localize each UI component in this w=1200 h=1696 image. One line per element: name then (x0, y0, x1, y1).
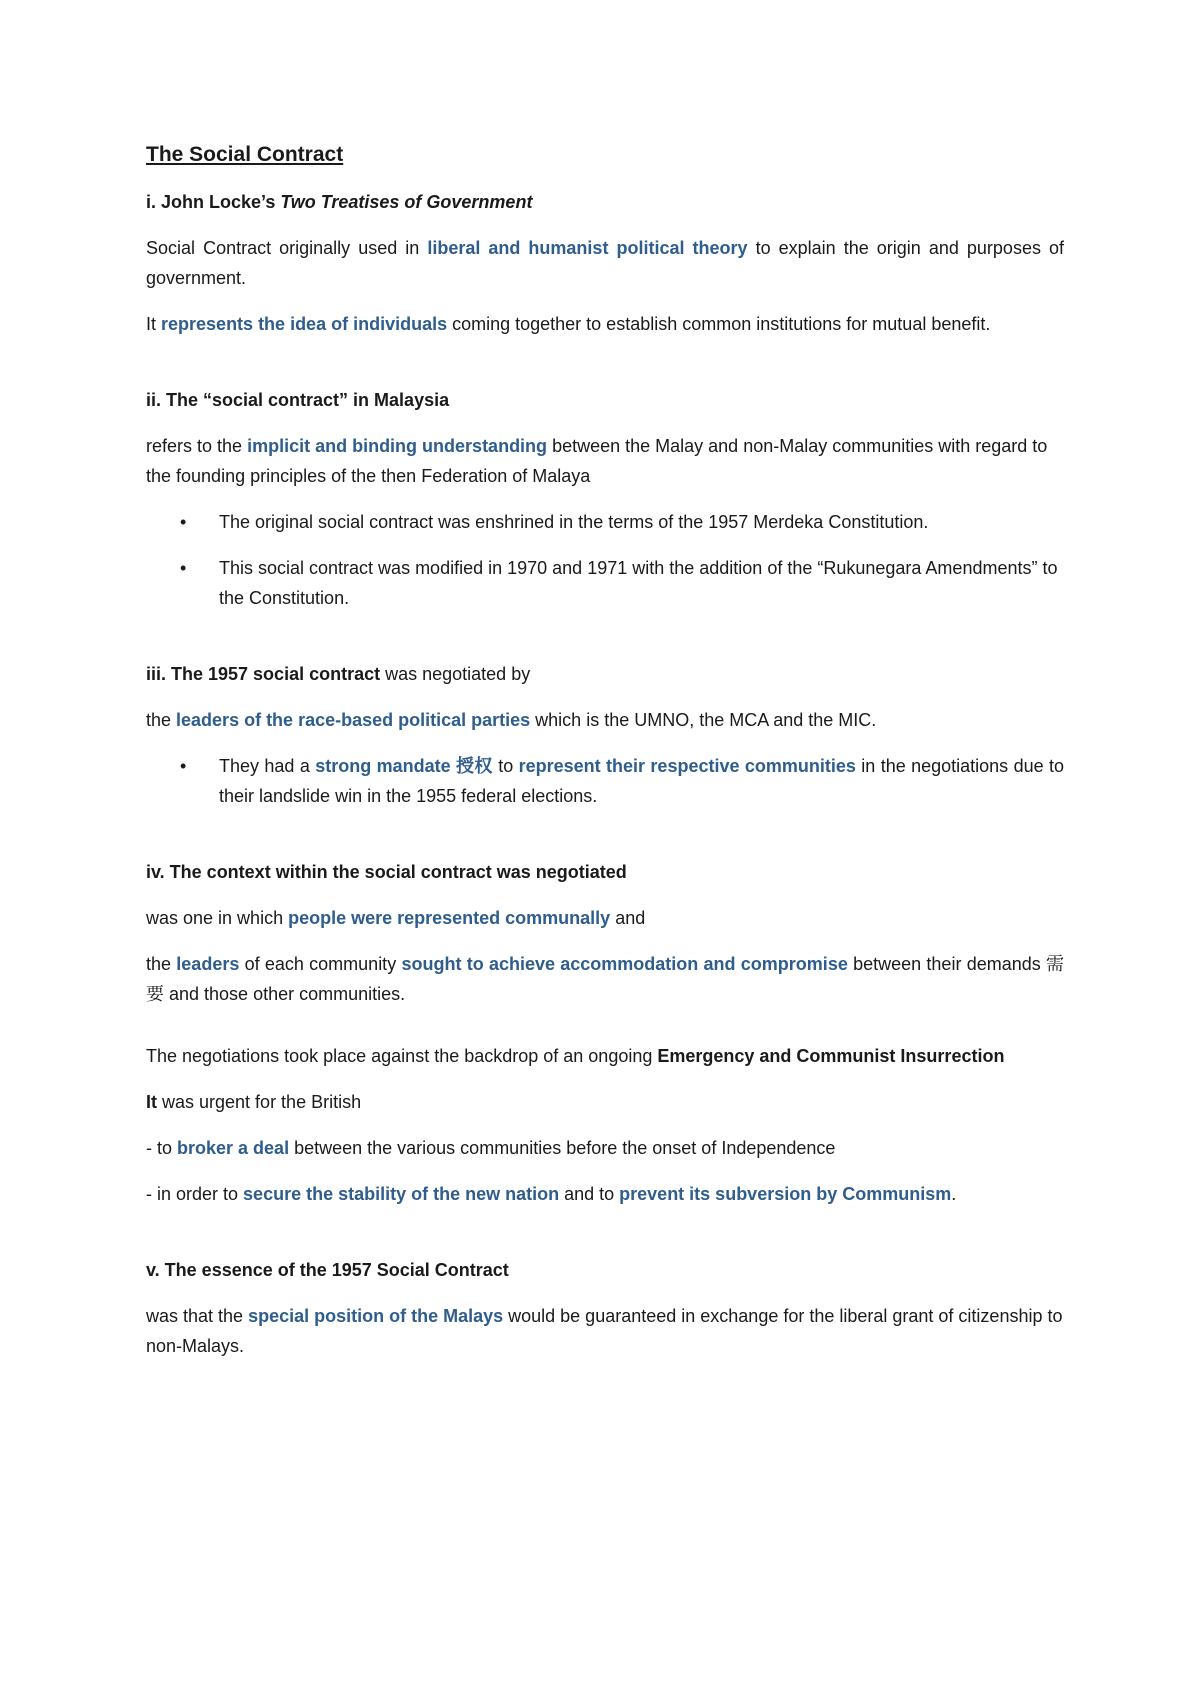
text-run: was urgent for the British (157, 1092, 362, 1112)
text-run: in the negotiations due to their landslide win in the 1955 federal elections. (219, 756, 1065, 806)
section-v-heading: v. The essence of the 1957 Social Contract (146, 1260, 509, 1280)
highlight-text: leaders (176, 954, 240, 974)
highlight-text: represents the idea of individuals (161, 314, 448, 334)
text-run: The negotiations took place against the backdrop of an ongoing (146, 1046, 658, 1066)
text-run: between the Malay and non-Malay communities with regard to the founding principles of the then Federation of Malaya (146, 436, 1048, 486)
bold-text: It (146, 1092, 157, 1112)
document-page (146, 140, 1064, 1377)
list-item (146, 553, 1064, 613)
section-iv-paragraph-3 (146, 1041, 1064, 1071)
section-iii-bullet-list (146, 751, 1064, 811)
spacer (146, 827, 1064, 857)
text-run: to (492, 756, 519, 776)
section-v-paragraph-1 (146, 1301, 1064, 1361)
spacer (146, 629, 1064, 659)
text-run: It (146, 314, 162, 334)
section-iii-heading (146, 659, 1064, 689)
section-iv-paragraph-2 (146, 949, 1064, 1009)
highlight-text: strong mandate 授权 (315, 756, 493, 776)
highlight-text: special position of the Malays (248, 1306, 504, 1326)
heading-bold: iii. The 1957 social contract (146, 664, 381, 684)
text-run: the (146, 710, 177, 730)
spacer (146, 1025, 1064, 1041)
list-item-text: The original social contract was enshrined in the terms of the 1957 Merdeka Constitution. (219, 512, 929, 532)
bullet-icon: • (180, 756, 187, 776)
highlight-text: represent their respective communities (518, 756, 856, 776)
text-run: - to (146, 1138, 178, 1158)
text-run: to explain the origin and purposes of government. (146, 238, 1065, 288)
highlight-text: prevent its subversion by Communism (619, 1184, 952, 1204)
highlight-text: secure the stability of the new nation (243, 1184, 560, 1204)
text-run: between the various communities before the onset of Independence (289, 1138, 836, 1158)
text-run: coming together to establish common institutions for mutual benefit. (447, 314, 991, 334)
section-iv-paragraph-1 (146, 903, 1064, 933)
section-i-heading-italic: Two Treatises of Government (280, 192, 533, 212)
section-i-paragraph-2 (146, 309, 1064, 339)
highlight-text: people were represented communally (288, 908, 611, 928)
highlight-text: implicit and binding understanding (247, 436, 548, 456)
text-run: and (610, 908, 646, 928)
highlight-text: broker a deal (177, 1138, 290, 1158)
bold-text: Emergency and Communist Insurrection (657, 1046, 1005, 1066)
section-ii-paragraph-1 (146, 431, 1064, 491)
section-ii-bullet-list (146, 507, 1064, 613)
section-iv-paragraph-5 (146, 1133, 1064, 1163)
document-title: The Social Contract (146, 143, 344, 166)
text-run: was one in which (146, 908, 289, 928)
section-ii-heading: ii. The “social contract” in Malaysia (146, 390, 450, 410)
highlight-text: leaders of the race-based political parties (176, 710, 531, 730)
section-i-heading (146, 187, 1064, 217)
text-run: They had a (219, 756, 316, 776)
text-run: refers to the (146, 436, 248, 456)
spacer (146, 1225, 1064, 1255)
spacer (146, 355, 1064, 385)
section-iv-heading: iv. The context within the social contract was negotiated (146, 862, 627, 882)
section-iii-paragraph-1 (146, 705, 1064, 735)
bullet-icon: • (180, 512, 187, 532)
text-run: Social Contract originally used in (146, 238, 428, 258)
section-iv-paragraph-4 (146, 1087, 1064, 1117)
highlight-text: liberal and humanist political theory (427, 238, 748, 258)
text-run: of each community (239, 954, 402, 974)
section-i-paragraph-1 (146, 233, 1064, 293)
text-run: which is the UMNO, the MCA and the MIC. (530, 710, 877, 730)
text-run: was that the (146, 1306, 249, 1326)
section-iv-paragraph-6 (146, 1179, 1064, 1209)
text-run: - in order to (146, 1184, 244, 1204)
text-run: between their demands 需要 and those other communities. (146, 954, 1065, 1004)
text-run: . (951, 1184, 957, 1204)
text-run: the (146, 954, 177, 974)
section-i-heading-prefix: i. John Locke’s (146, 192, 281, 212)
highlight-text: sought to achieve accommodation and compromise (401, 954, 848, 974)
heading-rest: was negotiated by (380, 664, 531, 684)
list-item (146, 751, 1064, 811)
bullet-icon: • (180, 558, 187, 578)
list-item (146, 507, 1064, 537)
text-run: and to (559, 1184, 620, 1204)
text-run: would be guaranteed in exchange for the liberal grant of citizenship to non-Malays. (146, 1306, 1063, 1356)
list-item-text: This social contract was modified in 1970 and 1971 with the addition of the “Rukunegara Amendments” to the Constitution. (219, 558, 1058, 608)
